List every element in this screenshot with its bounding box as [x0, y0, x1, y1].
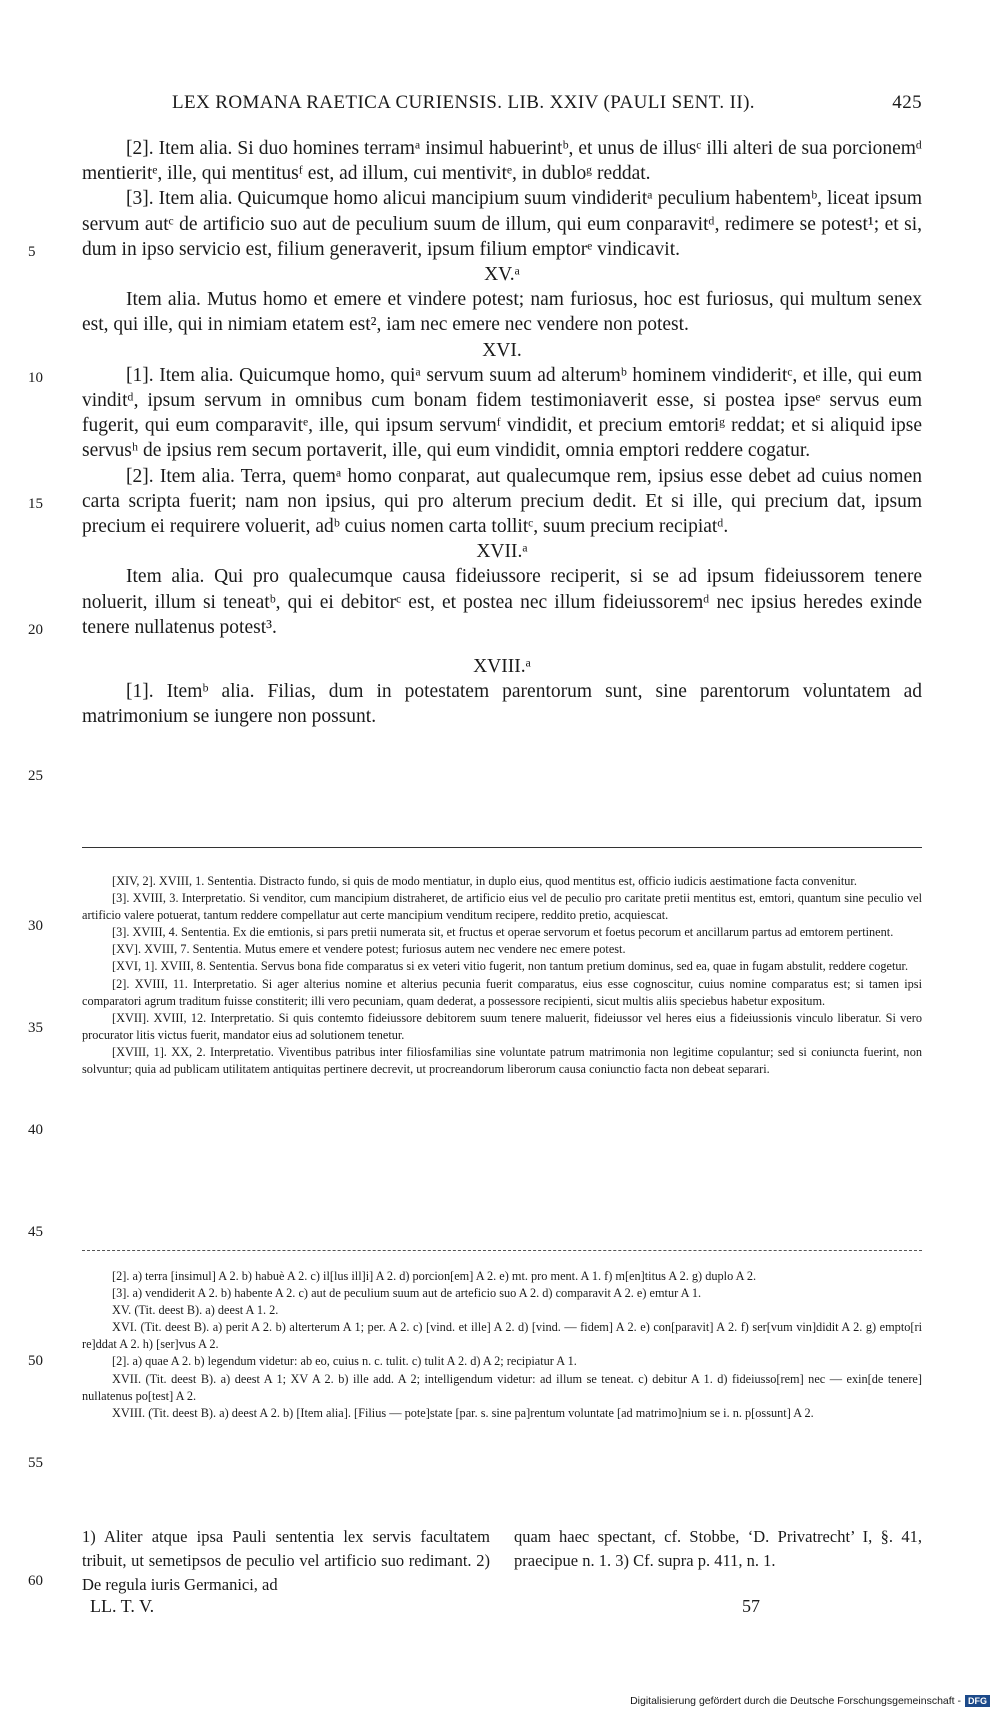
variant-note: XVII. (Tit. deest B). a) deest A 1; XV A 2. b) ille add. A 2; intelligendum videtur: ad illum se teneat. c) debitur A 1. d) fideiusso[rem] nec — exin[de tenere] nullatenus po[test] A 2. [82, 1371, 922, 1403]
interp-note: [3]. XVIII, 4. Sententia. Ex die emtionis, si pars pretii numerata sit, et fructus et operae servorum et foetus pecorum et ancillarum partus ad emtorem pertinent. [112, 925, 894, 940]
variant-note: XVIII. (Tit. deest B). a) deest A 2. b) [Item alia]. [Filius — pote]state [par. s. sine pa]rentum voluntate [ad matrimo]nium se i. n. p[ossunt] A 2. [112, 1405, 814, 1420]
digitization-credit [630, 1695, 990, 1707]
divider [82, 847, 922, 848]
variant-note: [2]. a) terra [insimul] A 2. b) habuè A 2. c) il[lus ill]i] A 2. d) porcion[em] A 2. e) mt. pro ment. A 1. f) m[en]titus A 2. g) duplo A 2. [112, 1269, 757, 1283]
line-number: 45 [28, 1224, 43, 1240]
interp-note: [2]. XVIII, 11. Interpretatio. Si ager alterius nomine et alterius pecunia fuerit comparatus, eius esse cognoscitur, cuius nomine comparatus est; si tamen ipsi comparatori agrum traditum fuisse constiterit; illi vero pecuniam, quam dederat, a possessore recipienti, sicut multis aliis speciebus habetur expositum. [82, 976, 922, 1008]
line-number: 30 [28, 918, 43, 934]
line-number: 5 [28, 244, 36, 260]
signature-mark: LL. T. V. [90, 1596, 155, 1616]
line-number: 60 [28, 1573, 43, 1589]
credit-text: Digitalisierung gefördert durch die Deutsche Forschungsgemeinschaft - [630, 1695, 961, 1707]
footnote-column: quam haec spectant, cf. Stobbe, ‘D. Privatrecht’ I, §. 41, praecipue n. 1. 3) Cf. supra p. 411, n. 1. [514, 1527, 922, 1570]
line-number: 20 [28, 622, 43, 638]
line-number: 25 [28, 768, 43, 784]
section-heading: XVII.ᵃ [476, 541, 528, 563]
variant-notes [82, 1268, 922, 1422]
divider [82, 1250, 922, 1251]
variant-note: [2]. a) quae A 2. b) legendum videtur: ab eo, cuius n. c. tulit. c) tulit A 2. d) A 2; recipiatur A 1. [112, 1354, 577, 1369]
line-number: 10 [28, 370, 43, 386]
running-header [82, 92, 922, 114]
line-number: 55 [28, 1455, 43, 1471]
interp-note: [XIV, 2]. XVIII, 1. Sententia. Distracto fundo, si quis de modo mentiatur, in duplo eius, quod mentitus est, officio iudicis aestimatione facta convenitur. [112, 874, 857, 888]
line-number: 50 [28, 1353, 43, 1369]
section-heading: XVI. [482, 339, 522, 361]
line-number: 35 [28, 1020, 43, 1036]
interp-note: [XVIII, 1]. XX, 2. Interpretatio. Viventibus patribus inter filiosfamilias sine voluntate patrum matrimonia non legitime copulantur; sed si coniuncta fuerint, non solvuntur; quia ad publicam utilitatem antiquitas pertinere decrevit, ut procreandorum liberorum causa coniunctio facta non debeat separari. [82, 1044, 922, 1077]
main-text [82, 136, 922, 730]
header-title: LEX ROMANA RAETICA CURIENSIS. LIB. XXIV (PAULI SENT. II). [172, 92, 755, 113]
paragraph: [1]. Item alia. Quicumque homo, quiᵃ servum suum ad alterumᵇ hominem vindideritᶜ, et ille, qui eum vinditᵈ, ipsum servum in omnibus cum bonam fidem testimoniaverit esse, si postea ipseᵉ servus eum fugerit, qui eum comparavitᵉ, ille, qui ipsum servumᶠ vindidit, et precium emtoriᵍ reddat; et si aliquid ipse servusʰ de ipsius rem secum portaverit, ille, qui eum vindidit, omnia emptori reddere cogatur. [82, 364, 922, 462]
signature-line [82, 1596, 922, 1617]
section-heading: XV.ᵃ [484, 264, 520, 286]
paragraph: Item alia. Qui pro qualecumque causa fideiussore reciperit, si se ad ipsum fideiussorem tenere noluerit, illum si teneatᵇ, qui ei debitorᶜ est, et postea nec illum fideiussoremᵈ nec ipsius heredes exinde tenere nullatenus potest³. [82, 566, 922, 638]
variant-note: XVI. (Tit. deest B). a) perit A 2. b) alterterum A 1; per. A 2. c) [vind. et ille] A 2. d) [vind. — fidem] A 2. e) con[paravit] A 2. f) ser[vum vin]didit A 2. g) empto[ri re]ddat A 2. h) [ser]vus A 2. [82, 1320, 922, 1352]
line-number: 15 [28, 496, 43, 512]
variant-note: XV. (Tit. deest B). a) deest A 1. 2. [112, 1303, 279, 1318]
variant-note: [3]. a) vendiderit A 2. b) habente A 2. c) aut de peculium suum aut de arteficio suo A 2. d) comparavit A 2. e) emtur A 1. [112, 1286, 702, 1301]
footnotes [82, 1525, 922, 1597]
interp-note: [XVII]. XVIII, 12. Interpretatio. Si quis contemto fideiussore debitorem suum tenere maluerit, fideiussor vel heres eius a fideiussionis vinculo liberatur. Si vero procurator litis victus fuerit, mandator eius ad solutionem tenetur. [82, 1010, 922, 1042]
interp-note: [XV]. XVIII, 7. Sententia. Mutus emere et vendere potest; furiosus autem nec vendere nec emere potest. [112, 942, 626, 957]
section-heading: XVIII.ᵃ [473, 656, 531, 678]
footnote-column: 1) Aliter atque ipsa Pauli sententia lex servis facultatem tribuit, ut semetipsos de peculio vel artificio suo redimant. 2) De regula iuris Germanici, ad [82, 1527, 490, 1594]
signature-number: 57 [742, 1596, 760, 1616]
dfg-logo: DFG [965, 1695, 990, 1707]
page-number: 425 [892, 92, 922, 113]
interp-note: [XVI, 1]. XVIII, 8. Sententia. Servus bona fide comparatus si ex veteri vitio fugerit, non tantum pretium dominus, sed ea, quae in fugam abstulit, reddere cogetur. [112, 959, 909, 974]
paragraph: [2]. Item alia. Terra, quemᵃ homo conparat, aut qualecumque rem, ipsius esse debet ad cuius nomen carta scripta fuerit; nam non ipsius, qui pro alterum precium dedit. Et si ille, qui precium dat, ipsum precium ei requirere voluerit, adᵇ cuius nomen carta tollitᶜ, suum precium recipiatᵈ. [82, 465, 922, 538]
paragraph: [1]. Itemᵇ alia. Filias, dum in potestatem parentorum sunt, sine parentorum voluntatem ad matrimonium se iungere non possunt. [82, 681, 922, 728]
line-number: 40 [28, 1122, 43, 1138]
paragraph: Item alia. Mutus homo et emere et vindere potest; nam furiosus, hoc est furiosus, qui multum senex est, qui ille, qui in nimiam etatem est², iam nec emere nec vendere non potest. [82, 289, 922, 336]
interp-note: [3]. XVIII, 3. Interpretatio. Si venditor, cum mancipium distraheret, de artificio eius vel de peculio pro caritate pretii mentitus est, emtori, quantum sine peculio vel artificio valere potuerat, tantum reddere compellatur aut certe mancipium venditum recipere, reddito pretio, acquiescat. [82, 891, 922, 923]
paragraph: [2]. Item alia. Si duo homines terramᵃ insimul habuerintᵇ, et unus de illusᶜ illi alteri de sua porcionemᵈ mentieritᵉ, ille, qui mentitusᶠ est, ad illum, cui mentivitᵉ, in dubloᵍ reddat. [82, 138, 922, 185]
paragraph: [3]. Item alia. Quicumque homo alicui mancipium suum vindideritᵃ peculium habentemᵇ, liceat ipsum servum autᶜ de artificio suo aut de peculium suum de illum, qui eum conparavitᵈ, redimere se potest¹; et si, dum in ipso servicio est, filium generaverit, ipsum filium emptorᵉ vindicavit. [82, 188, 922, 260]
interpretation-notes [82, 873, 922, 1078]
